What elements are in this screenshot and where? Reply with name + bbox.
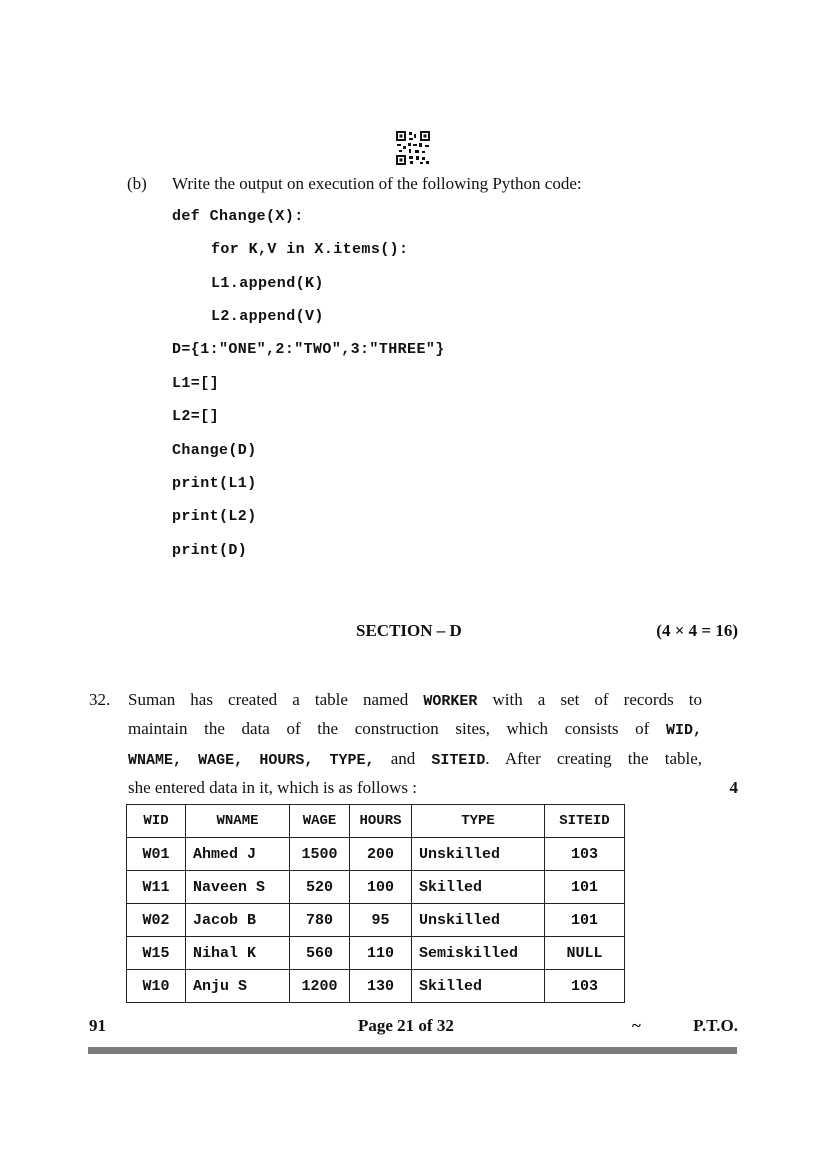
- table-cell: 200: [350, 838, 412, 871]
- qr-code-icon: [396, 131, 430, 165]
- code-line: L2=[]: [172, 408, 220, 425]
- column-header: SITEID: [545, 805, 625, 838]
- section-title: SECTION – D: [356, 621, 462, 640]
- column-header: WID: [127, 805, 186, 838]
- code-line: Change(D): [172, 442, 257, 459]
- table-cell: W10: [127, 970, 186, 1003]
- table-cell: Anju S: [186, 970, 290, 1003]
- code-line: L2.append(V): [211, 308, 324, 325]
- table-cell: Unskilled: [412, 904, 545, 937]
- page-number: Page 21 of 32: [358, 1016, 454, 1035]
- worker-table: [126, 804, 625, 1003]
- table-cell: 95: [350, 904, 412, 937]
- code-line: print(L1): [172, 475, 257, 492]
- section-marks: (4 × 4 = 16): [656, 621, 738, 640]
- table-cell: 103: [545, 838, 625, 871]
- column-header: WNAME: [186, 805, 290, 838]
- paper-code: 91: [89, 1016, 106, 1035]
- question-text-line: maintain the data of the construction sites, which consists of WID,: [128, 719, 703, 739]
- question-label: (b): [127, 174, 147, 193]
- table-cell: Unskilled: [412, 838, 545, 871]
- column-header: WAGE: [290, 805, 350, 838]
- code-line: for K,V in X.items():: [211, 241, 409, 258]
- question-text-line: WNAME, WAGE, HOURS, TYPE, and SITEID. After creating the table,: [128, 749, 703, 769]
- column-header: TYPE: [412, 805, 545, 838]
- table-cell: Skilled: [412, 970, 545, 1003]
- table-cell: W01: [127, 838, 186, 871]
- table-cell: NULL: [545, 937, 625, 970]
- table-cell: W11: [127, 871, 186, 904]
- table-cell: W15: [127, 937, 186, 970]
- table-row: [127, 970, 625, 1003]
- column-header: HOURS: [350, 805, 412, 838]
- code-line: L1.append(K): [211, 275, 324, 292]
- question-number: 32.: [89, 690, 111, 709]
- question-prompt: Write the output on execution of the following Python code:: [172, 174, 582, 193]
- table-cell: Jacob B: [186, 904, 290, 937]
- code-line: def Change(X):: [172, 208, 304, 225]
- code-line: D={1:"ONE",2:"TWO",3:"THREE"}: [172, 341, 445, 358]
- table-cell: W02: [127, 904, 186, 937]
- table-cell: Ahmed J: [186, 838, 290, 871]
- footer-rule: [88, 1047, 737, 1054]
- table-cell: 520: [290, 871, 350, 904]
- table-cell: 103: [545, 970, 625, 1003]
- code-line: print(D): [172, 542, 248, 559]
- table-cell: 130: [350, 970, 412, 1003]
- table-cell: Skilled: [412, 871, 545, 904]
- pto-label: P.T.O.: [693, 1016, 738, 1035]
- code-line: L1=[]: [172, 375, 220, 392]
- table-cell: 110: [350, 937, 412, 970]
- footer-tilde: ~: [632, 1016, 641, 1035]
- table-cell: Semiskilled: [412, 937, 545, 970]
- table-cell: 101: [545, 871, 625, 904]
- table-header-row: [127, 805, 625, 838]
- table-row: [127, 838, 625, 871]
- question-text-line: she entered data in it, which is as follows :: [128, 778, 417, 797]
- table-cell: 100: [350, 871, 412, 904]
- table-cell: Naveen S: [186, 871, 290, 904]
- table-row: [127, 904, 625, 937]
- question-marks: 4: [729, 778, 738, 797]
- table-cell: 1200: [290, 970, 350, 1003]
- table-cell: 780: [290, 904, 350, 937]
- table-row: [127, 937, 625, 970]
- question-text-line: Suman has created a table named WORKER with a set of records to: [128, 690, 703, 710]
- table-cell: 1500: [290, 838, 350, 871]
- table-cell: 560: [290, 937, 350, 970]
- table-cell: Nihal K: [186, 937, 290, 970]
- table-cell: 101: [545, 904, 625, 937]
- table-row: [127, 871, 625, 904]
- code-line: print(L2): [172, 508, 257, 525]
